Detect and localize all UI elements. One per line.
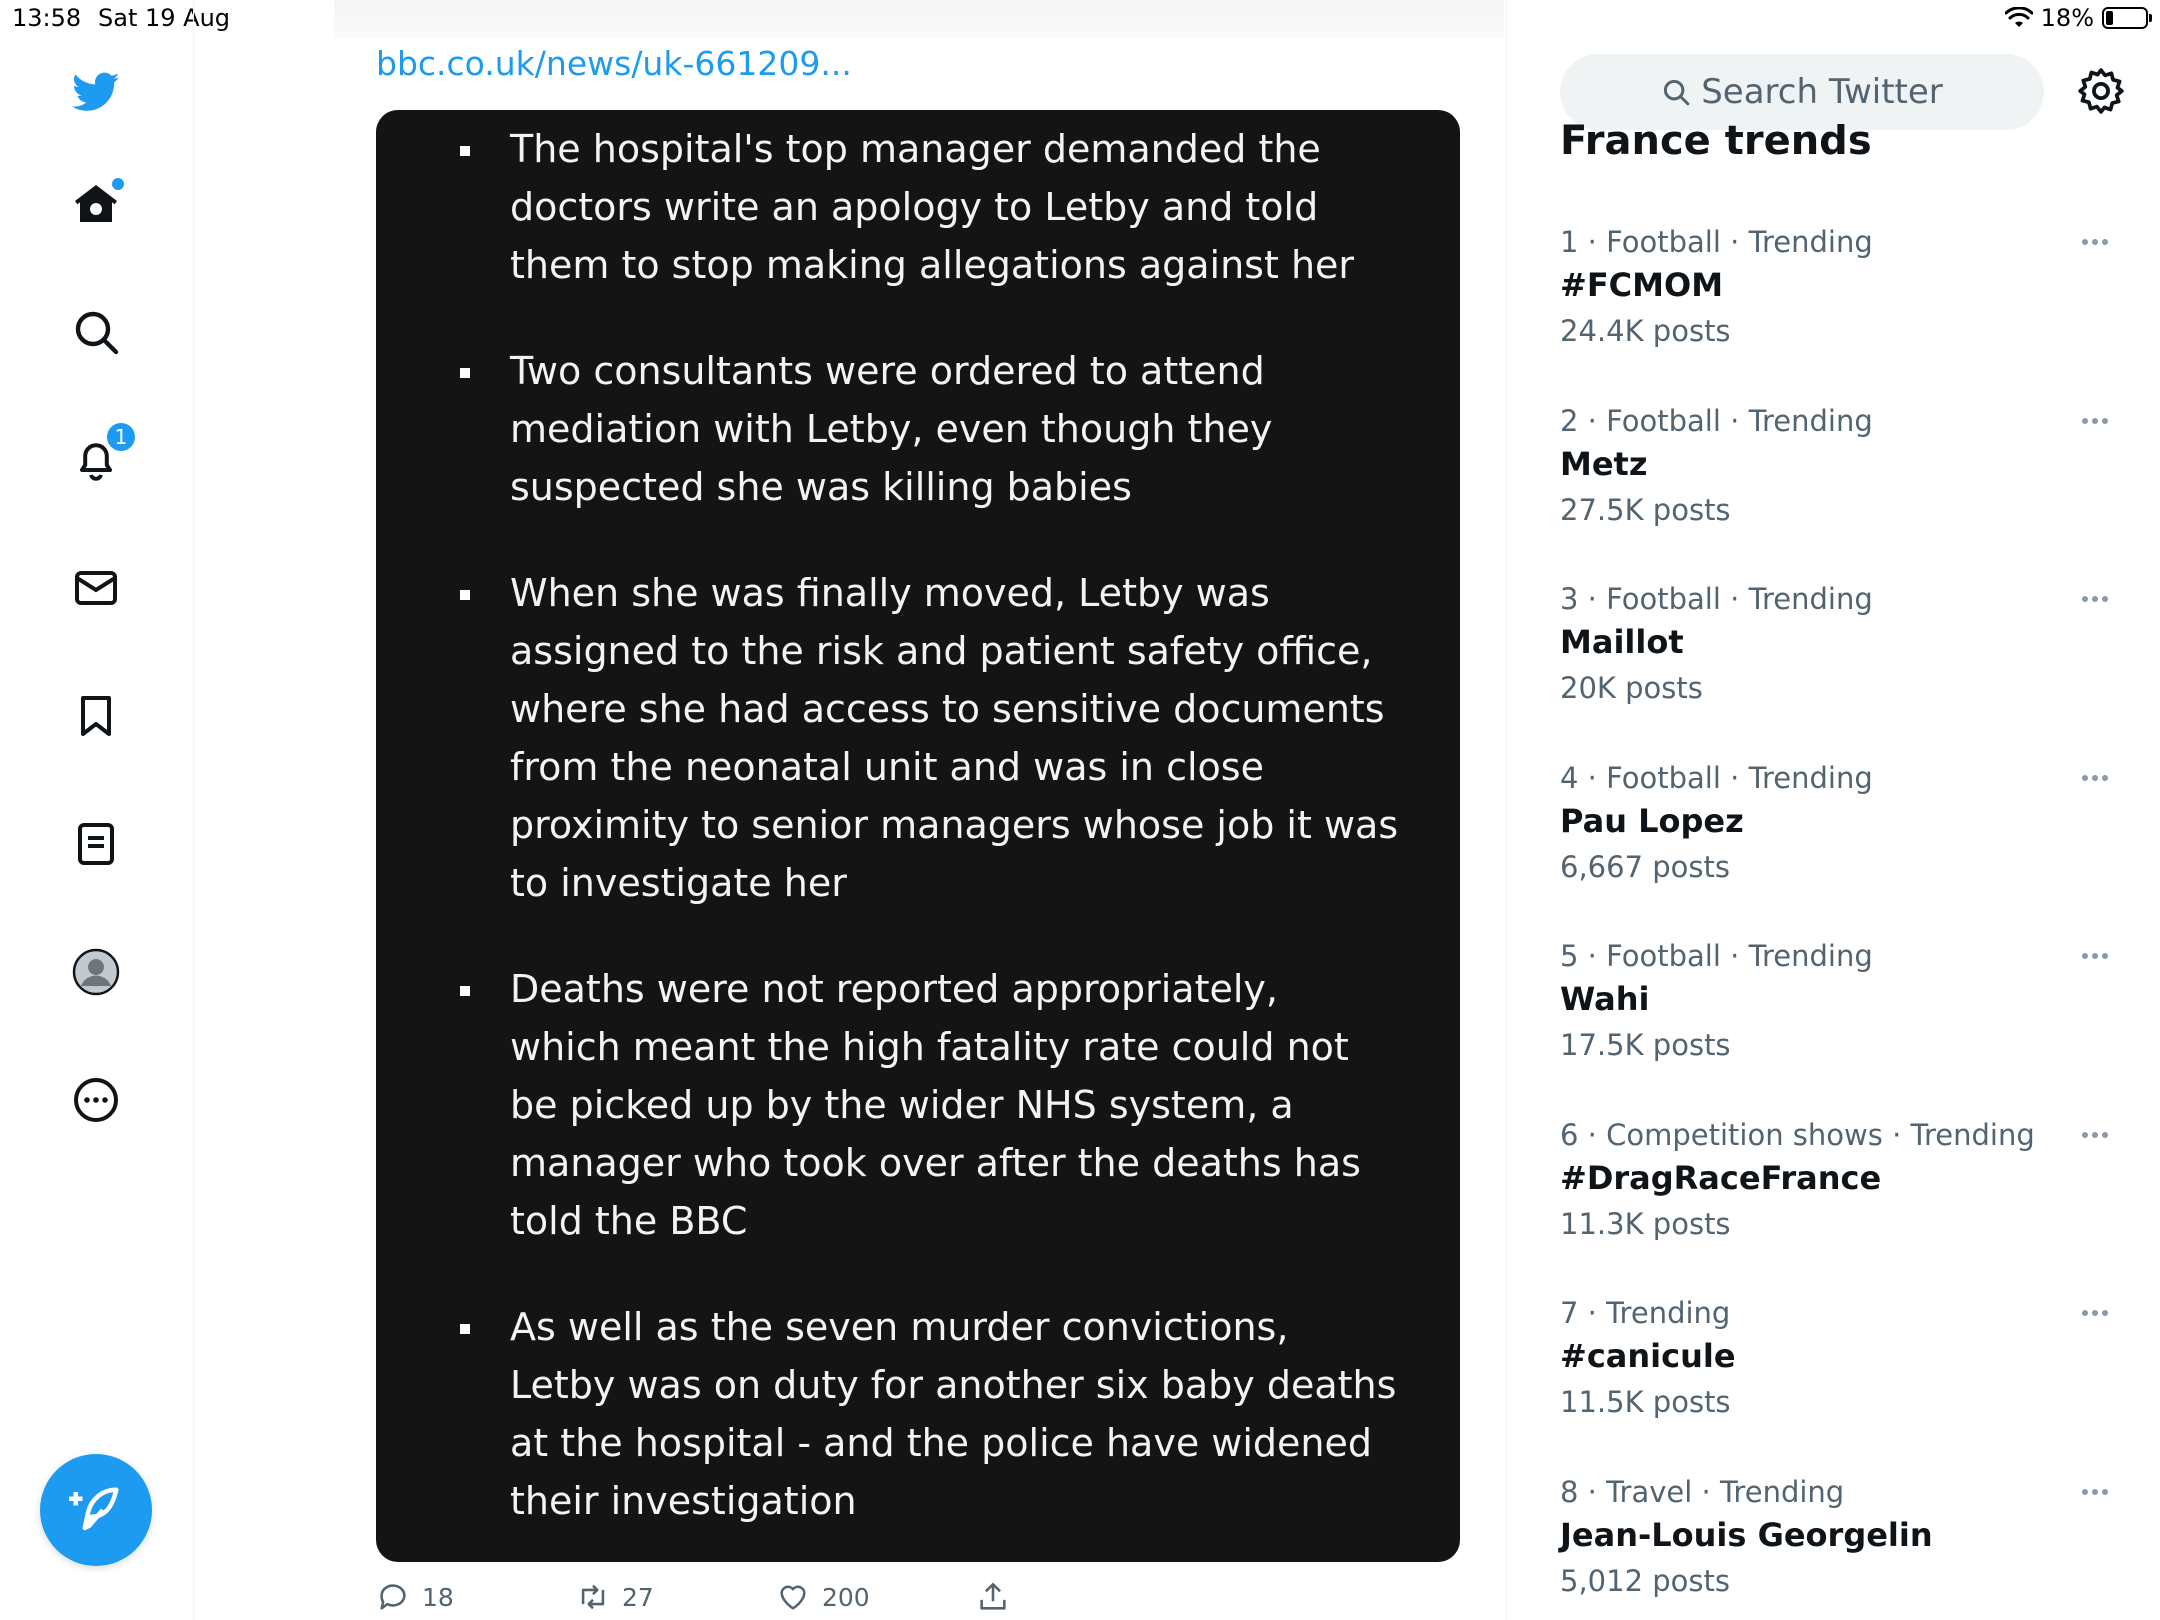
- trend-meta: 2 · Football · Trending: [1560, 404, 1873, 438]
- tweet-actions: [376, 1580, 1176, 1614]
- trend-posts: 27.5K posts: [1560, 493, 1731, 527]
- retweet-button[interactable]: [576, 1580, 776, 1614]
- home-unread-dot: [112, 178, 124, 190]
- trend-name: #FCMOM: [1560, 266, 1724, 304]
- trend-posts: 11.3K posts: [1560, 1207, 1731, 1241]
- trend-more-button[interactable]: [2082, 589, 2122, 609]
- like-button[interactable]: [776, 1580, 976, 1614]
- trend-posts: 5,012 posts: [1560, 1564, 1730, 1598]
- battery-percent: 18%: [2040, 4, 2094, 32]
- bullet-list: [376, 120, 1460, 1562]
- bullet-item: The hospital's top manager demanded the doctors write an apology to Letby and told them to stop making allegations against her: [376, 120, 1460, 294]
- trend-name: Pau Lopez: [1560, 802, 1744, 840]
- main-column: [194, 0, 1507, 1620]
- trend-meta: 6 · Competition shows · Trending: [1560, 1118, 2035, 1152]
- trend-name: Maillot: [1560, 623, 1684, 661]
- tweet-image[interactable]: [376, 110, 1460, 1562]
- trend-item[interactable]: [1560, 1472, 2100, 1604]
- trend-item[interactable]: [1560, 758, 2100, 890]
- gear-icon[interactable]: [2076, 66, 2126, 116]
- compose-tweet-button[interactable]: [40, 1454, 152, 1566]
- reply-icon: [376, 1580, 410, 1614]
- reply-count: 18: [422, 1582, 454, 1612]
- trend-name: #DragRaceFrance: [1560, 1159, 1882, 1197]
- right-sidebar: [1507, 0, 2160, 1620]
- bullet-item: When she was finally moved, Letby was assigned to the risk and patient safety office, where she had access to sensitive documents from the neonatal unit and was in close proximity to senior managers whose job it was to investigate her: [376, 564, 1460, 912]
- trend-item[interactable]: [1560, 401, 2100, 533]
- trend-posts: 17.5K posts: [1560, 1028, 1731, 1062]
- trend-more-button[interactable]: [2082, 1125, 2122, 1145]
- bullet-item: Two consultants were ordered to attend mediation with Letby, even though they suspected she was killing babies: [376, 342, 1460, 516]
- tweet-link[interactable]: bbc.co.uk/news/uk-661209...: [376, 44, 852, 83]
- heart-icon: [776, 1580, 810, 1614]
- trend-more-button[interactable]: [2082, 768, 2122, 788]
- search-icon[interactable]: [66, 302, 126, 362]
- trend-name: Wahi: [1560, 980, 1650, 1018]
- share-icon: [976, 1580, 1010, 1614]
- bullet-item: As well as the seven murder convictions, Letby was on duty for another six baby deaths at the hospital - and the police have widened their investigation: [376, 1298, 1460, 1530]
- trend-posts: 24.4K posts: [1560, 314, 1731, 348]
- trend-meta: 1 · Football · Trending: [1560, 225, 1873, 259]
- trend-meta: 8 · Travel · Trending: [1560, 1475, 1845, 1509]
- trend-posts: 6,667 posts: [1560, 850, 1730, 884]
- trend-item[interactable]: [1560, 1293, 2100, 1425]
- search-placeholder: Search Twitter: [1701, 72, 1943, 112]
- like-count: 200: [822, 1582, 870, 1612]
- trend-posts: 11.5K posts: [1560, 1385, 1731, 1419]
- notifications-icon[interactable]: [66, 425, 128, 490]
- home-icon[interactable]: [66, 174, 126, 234]
- trend-item[interactable]: [1560, 222, 2100, 354]
- search-icon: [1661, 77, 1691, 107]
- trend-item[interactable]: [1560, 1115, 2100, 1247]
- status-time: 13:58: [12, 4, 82, 32]
- twitter-logo-icon[interactable]: [66, 62, 126, 122]
- more-options-icon[interactable]: [66, 1070, 126, 1130]
- trend-name: #canicule: [1560, 1337, 1736, 1375]
- trend-more-button[interactable]: [2082, 1303, 2122, 1323]
- bullet-item: Deaths were not reported appropriately, which meant the high fatality rate could not be picked up by the wider NHS system, a manager who took over after the deaths has told the BBC: [376, 960, 1460, 1250]
- trend-more-button[interactable]: [2082, 411, 2122, 431]
- trend-meta: 4 · Football · Trending: [1560, 761, 1873, 795]
- trend-name: Metz: [1560, 445, 1648, 483]
- trend-item[interactable]: [1560, 936, 2100, 1068]
- share-button[interactable]: [976, 1580, 1176, 1614]
- bookmarks-icon[interactable]: [66, 686, 126, 746]
- header-fade: [334, 0, 1504, 38]
- trend-meta: 7 · Trending: [1560, 1296, 1731, 1330]
- messages-icon[interactable]: [66, 558, 126, 618]
- compose-feather-icon: [69, 1483, 123, 1537]
- lists-icon[interactable]: [66, 814, 126, 874]
- trend-more-button[interactable]: [2082, 1482, 2122, 1502]
- notifications-badge: 1: [104, 420, 138, 454]
- search-input[interactable]: [1560, 54, 2044, 130]
- side-nav: [0, 0, 194, 1620]
- trend-more-button[interactable]: [2082, 946, 2122, 966]
- reply-button[interactable]: [376, 1580, 576, 1614]
- trends-title: France trends: [1560, 124, 1872, 164]
- retweet-count: 27: [622, 1582, 654, 1612]
- trend-item[interactable]: [1560, 579, 2100, 711]
- status-date: Sat 19 Aug: [98, 4, 231, 32]
- retweet-icon: [576, 1580, 610, 1614]
- trend-meta: 5 · Football · Trending: [1560, 939, 1873, 973]
- trend-more-button[interactable]: [2082, 232, 2122, 252]
- trend-name: Jean-Louis Georgelin: [1560, 1516, 1933, 1554]
- trend-meta: 3 · Football · Trending: [1560, 582, 1873, 616]
- trend-posts: 20K posts: [1560, 671, 1703, 705]
- profile-avatar-icon[interactable]: [66, 942, 126, 1002]
